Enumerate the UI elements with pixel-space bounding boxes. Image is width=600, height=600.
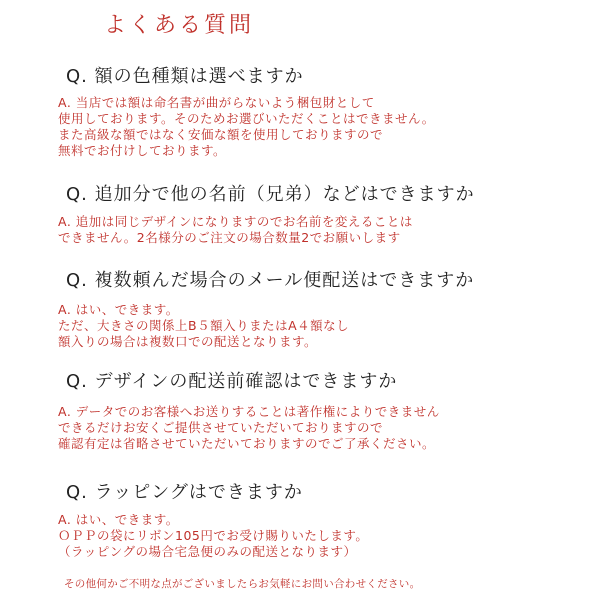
answer-line: A. はい、できます。 bbox=[58, 302, 179, 317]
answer-line: A. 当店では額は命名書が曲がらないよう梱包財として bbox=[58, 95, 375, 110]
faq-answer bbox=[58, 95, 435, 159]
answer-line: 確認有定は省略させていただいておりますのでご了承ください。 bbox=[58, 436, 436, 451]
faq-answer bbox=[58, 302, 349, 350]
answer-line: 額入りの場合は複数口での配送となります。 bbox=[58, 334, 318, 349]
faq-question: Q. デザインの配送前確認はできますか bbox=[66, 371, 398, 392]
answer-line: A. 追加は同じデザインになりますのでお名前を変えることは bbox=[58, 214, 413, 229]
faq-answer bbox=[58, 214, 413, 246]
footer-note: その他何かご不明な点がございましたらお気軽にお問い合わせください。 bbox=[64, 578, 421, 590]
faq-question: Q. 複数頼んだ場合のメール便配送はできますか bbox=[66, 270, 475, 291]
answer-line: （ラッピングの場合宅急便のみの配送となります） bbox=[58, 544, 357, 559]
faq-answer bbox=[58, 512, 368, 560]
page-title: よくある質問 bbox=[104, 13, 255, 38]
answer-line: A. はい、できます。 bbox=[58, 512, 179, 527]
answer-line: 使用しております。そのためお選びいただくことはできません。 bbox=[58, 111, 435, 126]
answer-line: ただ、大きさの関係上B５額入りまたはA４額なし bbox=[58, 318, 350, 333]
answer-line: A. データでのお客様へお送りすることは著作権によりできません bbox=[58, 404, 440, 419]
faq-question: Q. 額の色種類は選べますか bbox=[66, 66, 304, 87]
answer-line: ＯＰＰの袋にリボン105円でお受け賜りいたします。 bbox=[58, 528, 369, 543]
faq-answer bbox=[58, 404, 440, 452]
answer-line: また高級な額ではなく安価な額を使用しておりますので bbox=[58, 127, 384, 142]
answer-line: できません。2名様分のご注文の場合数量2でお願いします bbox=[58, 230, 401, 245]
answer-line: 無料でお付けしております。 bbox=[58, 143, 227, 158]
faq-question: Q. ラッピングはできますか bbox=[66, 482, 303, 503]
answer-line: できるだけお安くご提供させていただいておりますので bbox=[58, 420, 384, 435]
faq-question: Q. 追加分で他の名前（兄弟）などはできますか bbox=[66, 184, 475, 205]
